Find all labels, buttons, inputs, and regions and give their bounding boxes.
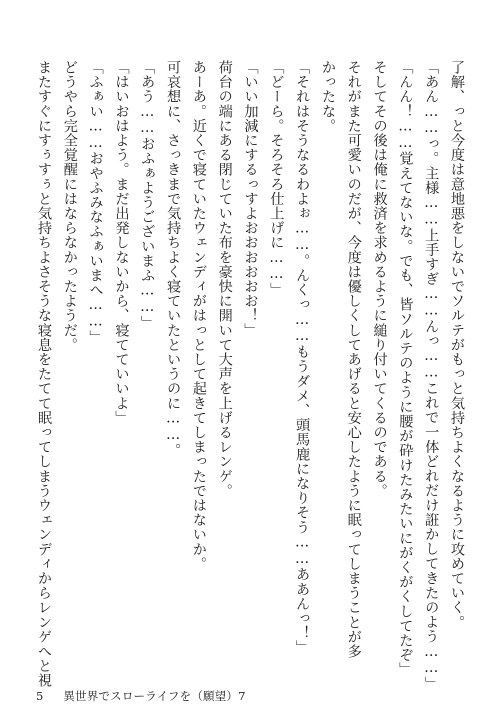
text-line: それがまた可愛いのだが、今度は優しくしてあげると安心したように眠ってしまうことが多: [345, 60, 362, 659]
vertical-text-body: [36, 60, 465, 692]
text-line: あーあ。近くで寝ていたウェンディがはっとして起きてしまったではないか。: [190, 60, 207, 571]
page-number: 5: [36, 689, 44, 703]
text-line: どうやら完全覚醒にはならなかったようだ。: [61, 60, 78, 352]
text-line: 「どーら。そろそろ仕上げに……」: [268, 60, 285, 298]
text-line: そしてその後は俺に救済を求めるように縋り付いてくるのである。: [371, 60, 388, 498]
page-footer: [36, 688, 246, 704]
text-line: 可哀想に、さっきまで気持ちよく寝ていたというのに……。: [165, 60, 182, 458]
text-line: またすぐにすぅすぅと気持ちよさそうな寝息をたてて眠ってしまうウェンディからレンゲへと視: [36, 60, 52, 688]
text-line: 了解、っと今度は意地悪をしないでソルテがもっと気持ちよくなるように攻めていく。: [449, 60, 465, 630]
book-title: 異世界でスローライフを（願望）7: [63, 689, 246, 703]
text-line: 「はいおはよう。まだ出発しないから、寝てていいよ」: [113, 60, 130, 425]
text-line: 「いい加減にするっすよおおおおおお！」: [242, 60, 259, 338]
text-line: かったな。: [319, 60, 336, 133]
text-line: 「ふぁい……おやふみなふぁいまへ……」: [87, 60, 104, 345]
text-line: 「あん……っ。主様……上手すぎ……んっ……これで一体どれだけ誑かしてきたのよう……」: [423, 60, 440, 692]
text-line: 「んん！……覚えてないな。でも、皆ソルテのように腰が砕けたみたいにがくがくしてたぞ」: [397, 60, 414, 677]
text-line: 荷台の端にある閉じていた布を豪快に開いて大声を上げるレンゲ。: [216, 60, 233, 498]
text-line: 「あう……おふぁようございまふ……」: [139, 60, 156, 330]
text-line: 「それはそうなるわよぉ……。んくっ……もうダメ、頭馬鹿になりそう……ああんっ！」: [294, 60, 311, 655]
